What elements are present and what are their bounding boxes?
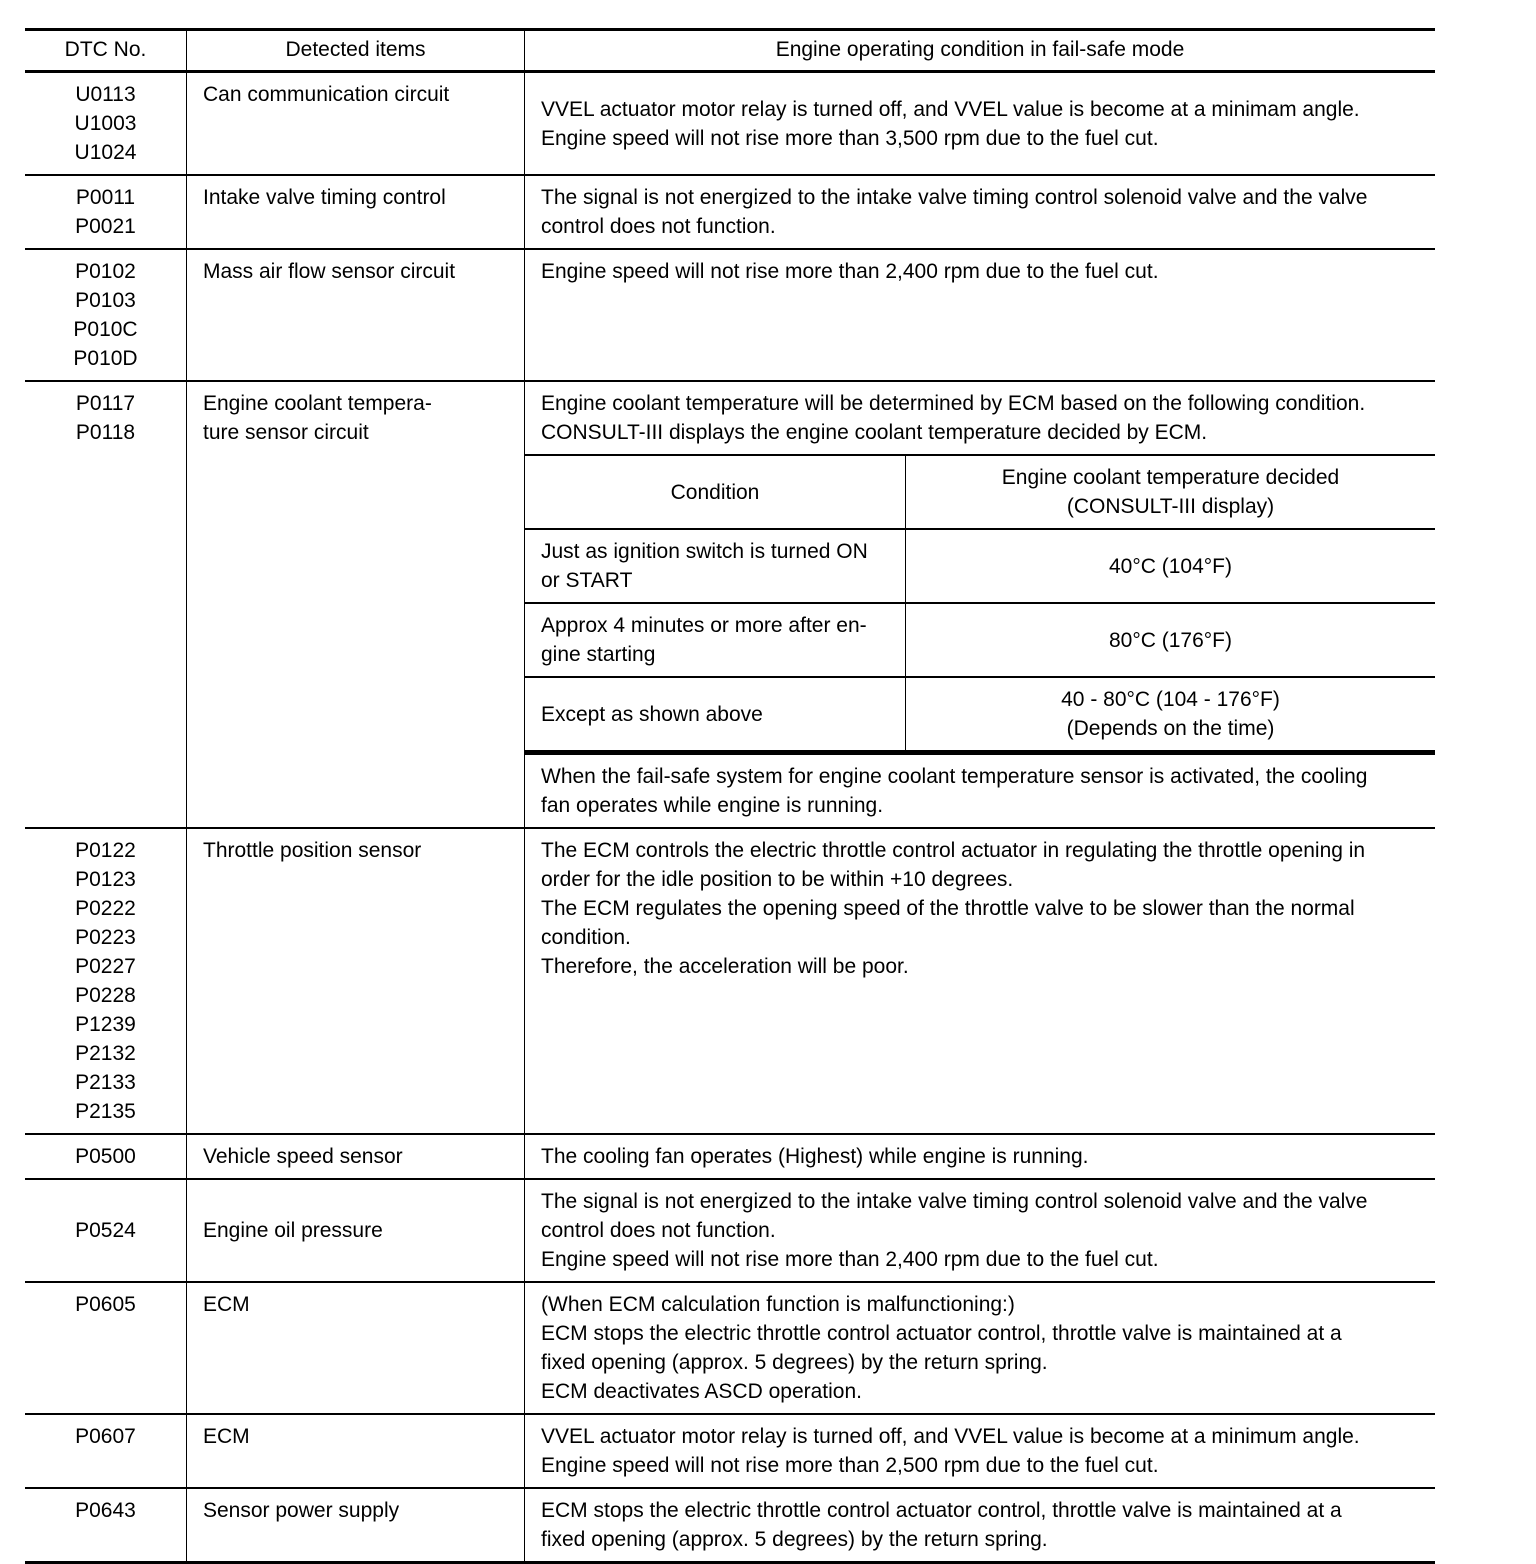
coolant-temperature-subtable <box>525 454 1435 753</box>
subtable-header-value <box>906 455 1436 529</box>
dtc-cell <box>25 1179 187 1282</box>
detected-item-text: Mass air flow sensor circuit <box>203 260 456 283</box>
table-row <box>25 1414 1435 1488</box>
dtc-code: P0123 <box>75 868 136 891</box>
dtc-code: P2133 <box>75 1071 136 1094</box>
dtc-cell <box>25 1282 187 1414</box>
condition-text: The ECM regulates the opening speed of the throttle valve to be slower than the normal <box>541 897 1355 920</box>
subtable-condition-text: or START <box>541 569 633 592</box>
dtc-code: P010C <box>73 318 138 341</box>
subtable-value-text: (Depends on the time) <box>1066 717 1275 740</box>
table-row <box>25 72 1435 176</box>
header-detected-items: Detected items <box>187 30 525 72</box>
condition-text: condition. <box>541 926 631 949</box>
detected-item-text: Can communication circuit <box>203 83 450 106</box>
dtc-cell <box>25 175 187 249</box>
condition-text: control does not function. <box>541 1219 776 1242</box>
dtc-code: P0223 <box>75 926 136 949</box>
detected-item-text: Intake valve timing control <box>203 186 446 209</box>
condition-cell <box>525 72 1436 176</box>
subtable-condition-text: Approx 4 minutes or more after en- <box>541 614 867 637</box>
detected-item-cell <box>187 175 525 249</box>
subtable-condition-cell <box>525 529 906 603</box>
condition-text: ECM deactivates ASCD operation. <box>541 1380 862 1403</box>
table-header-row <box>25 30 1435 72</box>
condition-cell <box>525 1488 1436 1563</box>
dtc-code: P0122 <box>75 839 136 862</box>
table-row <box>25 381 1435 828</box>
table-row <box>25 249 1435 381</box>
dtc-code: P2135 <box>75 1100 136 1123</box>
dtc-code: P0607 <box>75 1425 136 1448</box>
detected-item-text: Engine coolant tempera- <box>203 392 432 415</box>
subtable-condition-cell <box>525 677 906 752</box>
table-row <box>25 1282 1435 1414</box>
dtc-code: P0227 <box>75 955 136 978</box>
detected-item-cell <box>187 828 525 1134</box>
condition-note <box>525 753 1435 827</box>
condition-text: CONSULT-III displays the engine coolant temperature decided by ECM. <box>541 421 1208 444</box>
dtc-code: P0605 <box>75 1293 136 1316</box>
condition-text: The ECM controls the electric throttle control actuator in regulating the throttle opening in <box>541 839 1366 862</box>
dtc-cell <box>25 72 187 176</box>
dtc-code: P0102 <box>75 260 136 283</box>
subtable-condition-text: gine starting <box>541 643 656 666</box>
subtable-value-cell <box>906 529 1436 603</box>
dtc-code: P0222 <box>75 897 136 920</box>
detected-item-text: ture sensor circuit <box>203 421 369 444</box>
subtable-value-text: 40°C (104°F) <box>1108 554 1232 578</box>
condition-cell <box>525 175 1436 249</box>
condition-cell <box>525 1282 1436 1414</box>
condition-cell <box>525 381 1436 828</box>
condition-text: Engine speed will not rise more than 2,400 rpm due to the fuel cut. <box>541 1248 1159 1271</box>
condition-text: Engine speed will not rise more than 2,500 rpm due to the fuel cut. <box>541 1454 1159 1477</box>
table-row <box>25 175 1435 249</box>
table-row <box>25 1179 1435 1282</box>
condition-intro <box>525 382 1435 454</box>
subtable-header-text: Condition <box>670 480 760 504</box>
condition-cell <box>525 1179 1436 1282</box>
header-dtc: DTC No. <box>25 30 187 72</box>
condition-cell <box>525 1134 1436 1179</box>
detected-item-cell <box>187 1282 525 1414</box>
subtable-condition-cell <box>525 603 906 677</box>
dtc-code: P0118 <box>75 421 136 444</box>
condition-text: The signal is not energized to the intake valve timing control solenoid valve and the valve <box>541 1190 1368 1213</box>
condition-text: Engine speed will not rise more than 2,400 rpm due to the fuel cut. <box>541 260 1159 283</box>
subtable-condition-text: Just as ignition switch is turned ON <box>541 540 868 563</box>
dtc-code: P0021 <box>75 215 136 238</box>
table-row <box>25 1488 1435 1563</box>
detected-item-cell <box>187 249 525 381</box>
subtable-value-cell <box>906 603 1436 677</box>
detected-item-cell <box>187 381 525 828</box>
condition-cell <box>525 828 1436 1134</box>
detected-item-cell <box>187 72 525 176</box>
dtc-code: P0643 <box>75 1499 136 1522</box>
dtc-code: P010D <box>73 347 138 370</box>
condition-text: control does not function. <box>541 215 776 238</box>
fail-safe-table <box>25 28 1435 1564</box>
condition-text: When the fail-safe system for engine coolant temperature sensor is activated, the cooling <box>541 765 1368 788</box>
dtc-cell <box>25 828 187 1134</box>
condition-text: order for the idle position to be within +10 degrees. <box>541 868 1014 891</box>
condition-text: ECM stops the electric throttle control actuator control, throttle valve is maintained at a <box>541 1499 1342 1522</box>
condition-text: VVEL actuator motor relay is turned off, and VVEL value is become at a minimam angle. <box>541 97 1360 121</box>
condition-cell <box>525 249 1436 381</box>
condition-text: (When ECM calculation function is malfunctioning:) <box>541 1293 1015 1316</box>
dtc-cell <box>25 1488 187 1563</box>
condition-text: Engine coolant temperature will be determined by ECM based on the following condition. <box>541 392 1366 415</box>
detected-item-cell <box>187 1134 525 1179</box>
condition-text: Therefore, the acceleration will be poor. <box>541 955 909 978</box>
dtc-code: P2132 <box>75 1042 136 1065</box>
condition-text: fixed opening (approx. 5 degrees) by the return spring. <box>541 1528 1048 1551</box>
detected-item-cell <box>187 1179 525 1282</box>
subtable-header-text: (CONSULT-III display) <box>1066 495 1275 518</box>
detected-item-text: Throttle position sensor <box>203 839 422 862</box>
dtc-cell <box>25 1134 187 1179</box>
dtc-code: U1003 <box>74 112 137 135</box>
dtc-cell <box>25 381 187 828</box>
subtable-value-text: 40 - 80°C (104 - 176°F) <box>1061 688 1280 711</box>
detected-item-text: Vehicle speed sensor <box>203 1145 403 1168</box>
detected-item-cell <box>187 1488 525 1563</box>
detected-item-text: ECM <box>203 1293 250 1316</box>
dtc-cell <box>25 1414 187 1488</box>
dtc-code: U0113 <box>75 83 136 106</box>
detected-item-text: Sensor power supply <box>203 1499 400 1522</box>
condition-cell <box>525 1414 1436 1488</box>
table-row <box>25 828 1435 1134</box>
condition-text: The cooling fan operates (Highest) while engine is running. <box>541 1145 1089 1168</box>
subtable-row <box>525 603 1435 677</box>
subtable-condition-text: Except as shown above <box>541 702 763 726</box>
subtable-header-condition <box>525 455 906 529</box>
dtc-code: P0103 <box>75 289 136 312</box>
subtable-value-cell <box>906 677 1436 752</box>
subtable-row <box>525 529 1435 603</box>
detected-item-text: Engine oil pressure <box>203 1219 383 1242</box>
condition-text: Engine speed will not rise more than 3,500 rpm due to the fuel cut. <box>541 126 1159 150</box>
table-row <box>25 1134 1435 1179</box>
subtable-row <box>525 677 1435 752</box>
detected-item-cell <box>187 1414 525 1488</box>
dtc-code: P0500 <box>75 1145 136 1168</box>
dtc-code: U1024 <box>74 141 137 164</box>
condition-text: fixed opening (approx. 5 degrees) by the return spring. <box>541 1351 1048 1374</box>
dtc-code: P0011 <box>75 186 136 209</box>
subtable-header-text: Engine coolant temperature decided <box>1001 466 1340 489</box>
condition-text: fan operates while engine is running. <box>541 794 884 817</box>
dtc-code: P1239 <box>75 1013 136 1036</box>
dtc-code: P0228 <box>75 984 136 1007</box>
subtable-value-text: 80°C (176°F) <box>1108 628 1232 652</box>
dtc-cell <box>25 249 187 381</box>
detected-item-text: ECM <box>203 1425 250 1448</box>
condition-text: ECM stops the electric throttle control actuator control, throttle valve is maintained at a <box>541 1322 1342 1345</box>
condition-text: VVEL actuator motor relay is turned off, and VVEL value is become at a minimum angle. <box>541 1425 1360 1448</box>
header-condition: Engine operating condition in fail-safe mode <box>525 30 1436 72</box>
condition-text: The signal is not energized to the intake valve timing control solenoid valve and the valve <box>541 186 1368 209</box>
dtc-code: P0524 <box>75 1219 136 1242</box>
dtc-code: P0117 <box>75 392 136 415</box>
subtable-header-row <box>525 455 1435 529</box>
